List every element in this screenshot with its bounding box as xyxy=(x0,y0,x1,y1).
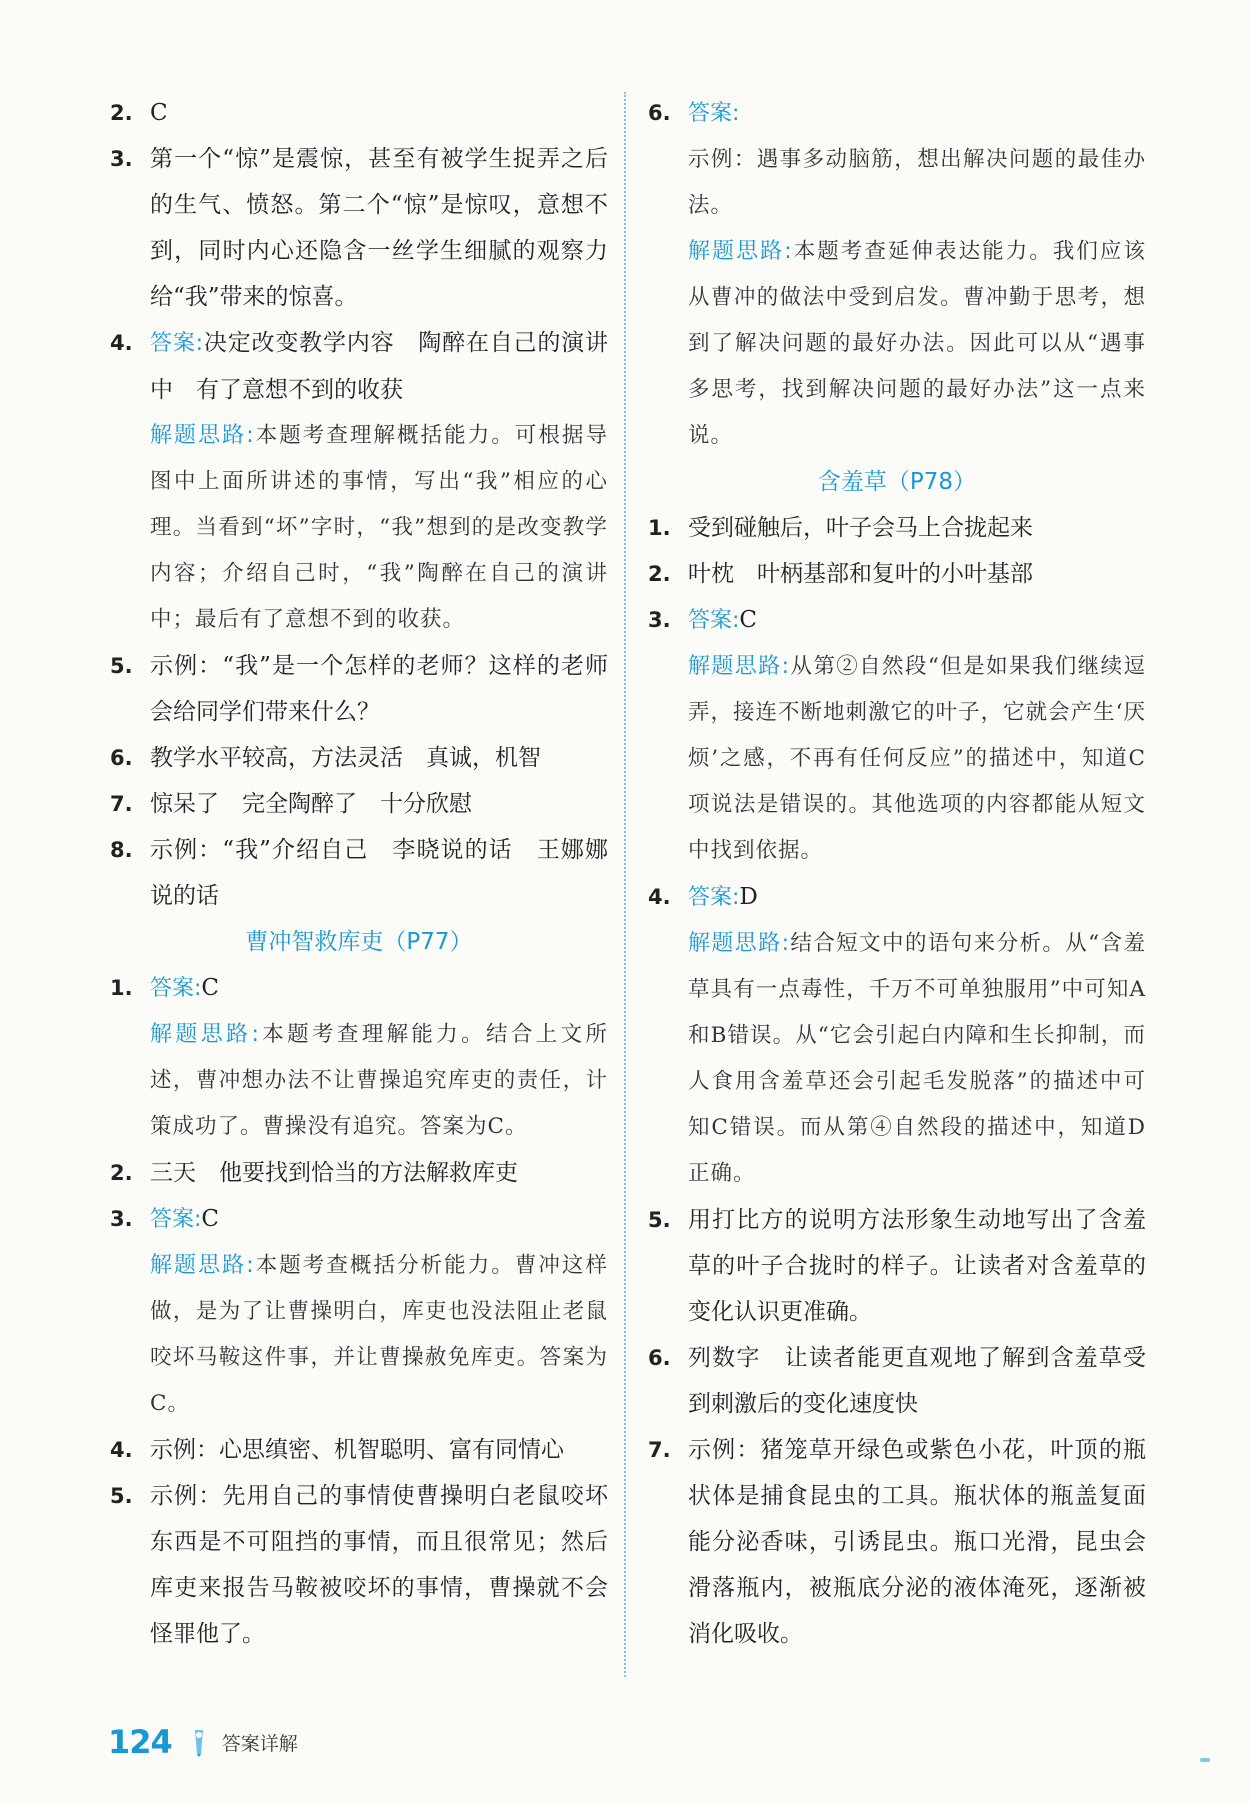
answer-text: C xyxy=(201,1206,220,1232)
answer-item xyxy=(110,1150,608,1196)
answer-item xyxy=(648,551,1146,597)
right-part1 xyxy=(648,90,1146,459)
item-text xyxy=(688,597,1146,644)
solution-thinking xyxy=(110,413,608,643)
item-text: 受到碰触后，叶子会马上合拢起来 xyxy=(688,515,1033,541)
item-number: 2. xyxy=(110,1161,133,1185)
footer-label: 答案详解 xyxy=(221,1732,298,1755)
answer-item xyxy=(648,1197,1146,1335)
page-footer xyxy=(108,1722,298,1762)
item-text xyxy=(688,90,1146,137)
item-text: 教学水平较高，方法灵活 真诚，机智 xyxy=(150,745,541,771)
answer-text: 决定改变教学内容 陶醉在自己的演讲中 有了意想不到的收获 xyxy=(150,330,609,403)
left-part2 xyxy=(110,965,608,1657)
item-number: 2. xyxy=(648,562,671,586)
item-number: 6. xyxy=(648,1346,671,1370)
answer-item xyxy=(110,320,608,413)
solution-thinking xyxy=(110,1012,608,1150)
item-text: 示例：心思缜密、机智聪明、富有同情心 xyxy=(150,1437,564,1463)
item-text xyxy=(150,965,608,1012)
page-number: 124 xyxy=(108,1723,172,1761)
item-text: 第一个“惊”是震惊，甚至有被学生捉弄之后的生气、愤怒。第二个“惊”是惊叹，意想不到，同时内心还隐含一丝学生细腻的观察力给“我”带来的惊喜。 xyxy=(150,146,608,310)
item-number: 5. xyxy=(648,1208,671,1232)
item-text: 示例：猪笼草开绿色或紫色小花，叶顶的瓶状体是捕食昆虫的工具。瓶状体的瓶盖复面能分泌香味，引诱昆虫。瓶口光滑，昆虫会滑落瓶内，被瓶底分泌的液体淹死，逐渐被消化吸收。 xyxy=(688,1437,1146,1647)
pencil-logo-icon xyxy=(186,1727,212,1757)
answer-item xyxy=(648,505,1146,551)
item-number: 4. xyxy=(648,885,671,909)
right-column xyxy=(648,90,1146,1657)
answer-item xyxy=(110,965,608,1012)
answer-item xyxy=(648,1427,1146,1657)
thinking-label: 解题思路: xyxy=(688,239,793,264)
answer-label: 答案: xyxy=(150,1207,202,1232)
answer-label: 答案: xyxy=(150,331,204,356)
item-number: 5. xyxy=(110,654,133,678)
thinking-label: 解题思路: xyxy=(688,654,791,679)
item-number: 1. xyxy=(648,516,671,540)
item-text: C xyxy=(150,100,168,126)
item-text: 三天 他要找到恰当的方法解救库吏 xyxy=(150,1160,518,1186)
item-number: 6. xyxy=(110,746,133,770)
answer-item xyxy=(648,874,1146,921)
item-number: 1. xyxy=(110,976,133,1000)
solution-thinking xyxy=(110,1243,608,1427)
answer-label: 答案: xyxy=(688,885,740,910)
item-text: 示例：先用自己的事情使曹操明白老鼠咬坏东西是不可阻挡的事情，而且很常见；然后库吏来报告马鞍被咬坏的事情，曹操就不会怪罪他了。 xyxy=(150,1483,608,1647)
answer-item xyxy=(110,643,608,735)
item-text: 惊呆了 完全陶醉了 十分欣慰 xyxy=(150,791,472,817)
item-text: 示例：“我”是一个怎样的老师？这样的老师会给同学们带来什么？ xyxy=(150,653,608,725)
thinking-text: 本题考查概括分析能力。曹冲这样做，是为了让曹操明白，库吏也没法阻止老鼠咬坏马鞍这件事，并让曹操赦免库吏。答案为C。 xyxy=(150,1253,608,1416)
column-divider xyxy=(624,92,626,1677)
answer-item xyxy=(110,827,608,919)
item-number: 5. xyxy=(110,1484,133,1508)
answer-item xyxy=(110,781,608,827)
item-text xyxy=(150,1196,608,1243)
item-number: 3. xyxy=(110,147,133,171)
answer-body: 示例：遇事多动脑筋，想出解决问题的最佳办法。 xyxy=(688,147,1146,218)
solution-thinking xyxy=(648,229,1146,459)
item-text xyxy=(688,874,1146,921)
answer-item xyxy=(110,1196,608,1243)
answer-item xyxy=(110,136,608,320)
item-number: 4. xyxy=(110,1438,133,1462)
item-number: 4. xyxy=(110,331,133,355)
right-part2 xyxy=(648,505,1146,1657)
corner-mark xyxy=(1200,1758,1210,1762)
answer-item xyxy=(648,1335,1146,1427)
item-text: 示例：“我”介绍自己 李晓说的话 王娜娜说的话 xyxy=(150,837,608,909)
answer-text: D xyxy=(739,884,758,910)
thinking-text: 本题考查理解能力。结合上文所述，曹冲想办法不让曹操追究库吏的责任，计策成功了。曹操没有追究。答案为C。 xyxy=(150,1022,608,1139)
item-text xyxy=(150,320,608,413)
answer-label: 答案: xyxy=(688,101,740,126)
item-number: 3. xyxy=(648,608,671,632)
answer-item xyxy=(110,1473,608,1657)
thinking-text: 本题考查理解概括能力。可根据导图中上面所讲述的事情，写出“我”相应的心理。当看到“坏”字时，“我”想到的是改变教学内容；介绍自己时，“我”陶醉在自己的演讲中；最后有了意想不到的收获。 xyxy=(150,423,608,632)
answer-item xyxy=(110,735,608,781)
answer-text: C xyxy=(201,975,220,1001)
answer-item xyxy=(110,90,608,136)
item-number: 3. xyxy=(110,1207,133,1231)
answer-text: C xyxy=(739,607,758,633)
item-number: 7. xyxy=(648,1438,671,1462)
item-number: 7. xyxy=(110,792,133,816)
thinking-label: 解题思路: xyxy=(150,1022,260,1047)
answer-label: 答案: xyxy=(688,608,740,633)
solution-thinking xyxy=(648,921,1146,1197)
left-part1 xyxy=(110,90,608,919)
item-number: 2. xyxy=(110,101,133,125)
answer-item xyxy=(648,597,1146,644)
thinking-text: 结合短文中的语句来分析。从“含羞草具有一点毒性，千万不可单独服用”中可知A和B错误。从“它会引起白内障和生长抑制，而人食用含羞草还会引起毛发脱落”的描述中可知C错误。而从第④自然段的描述中，知道D正确。 xyxy=(688,931,1146,1186)
item-number: 6. xyxy=(648,101,671,125)
thinking-label: 解题思路: xyxy=(150,423,255,448)
thinking-text: 从第②自然段“但是如果我们继续逗弄，接连不断地刺激它的叶子，它就会产生‘厌烦’之感，不再有任何反应”的描述中，知道C项说法是错误的。其他选项的内容都能从短文中找到依据。 xyxy=(688,654,1146,863)
answer-item xyxy=(110,1427,608,1473)
section-title: 含羞草（P78） xyxy=(817,469,977,495)
section-title: 曹冲智救库吏（P77） xyxy=(245,929,473,955)
item-text: 用打比方的说明方法形象生动地写出了含羞草的叶子合拢时的样子。让读者对含羞草的变化认识更准确。 xyxy=(688,1207,1146,1325)
thinking-text: 本题考查延伸表达能力。我们应该从曹冲的做法中受到启发。曹冲勤于思考，想到了解决问题的最好办法。因此可以从“遇事多思考，找到解决问题的最好办法”这一点来说。 xyxy=(688,239,1146,448)
item-text: 列数字 让读者能更直观地了解到含羞草受到刺激后的变化速度快 xyxy=(688,1345,1146,1417)
answer-item xyxy=(648,90,1146,137)
thinking-label: 解题思路: xyxy=(688,931,791,956)
answer-label: 答案: xyxy=(150,976,202,1001)
solution-thinking xyxy=(648,644,1146,874)
item-text: 叶枕 叶柄基部和复叶的小叶基部 xyxy=(688,561,1033,587)
left-column xyxy=(110,90,608,1657)
thinking-label: 解题思路: xyxy=(150,1253,255,1278)
item-number: 8. xyxy=(110,838,133,862)
